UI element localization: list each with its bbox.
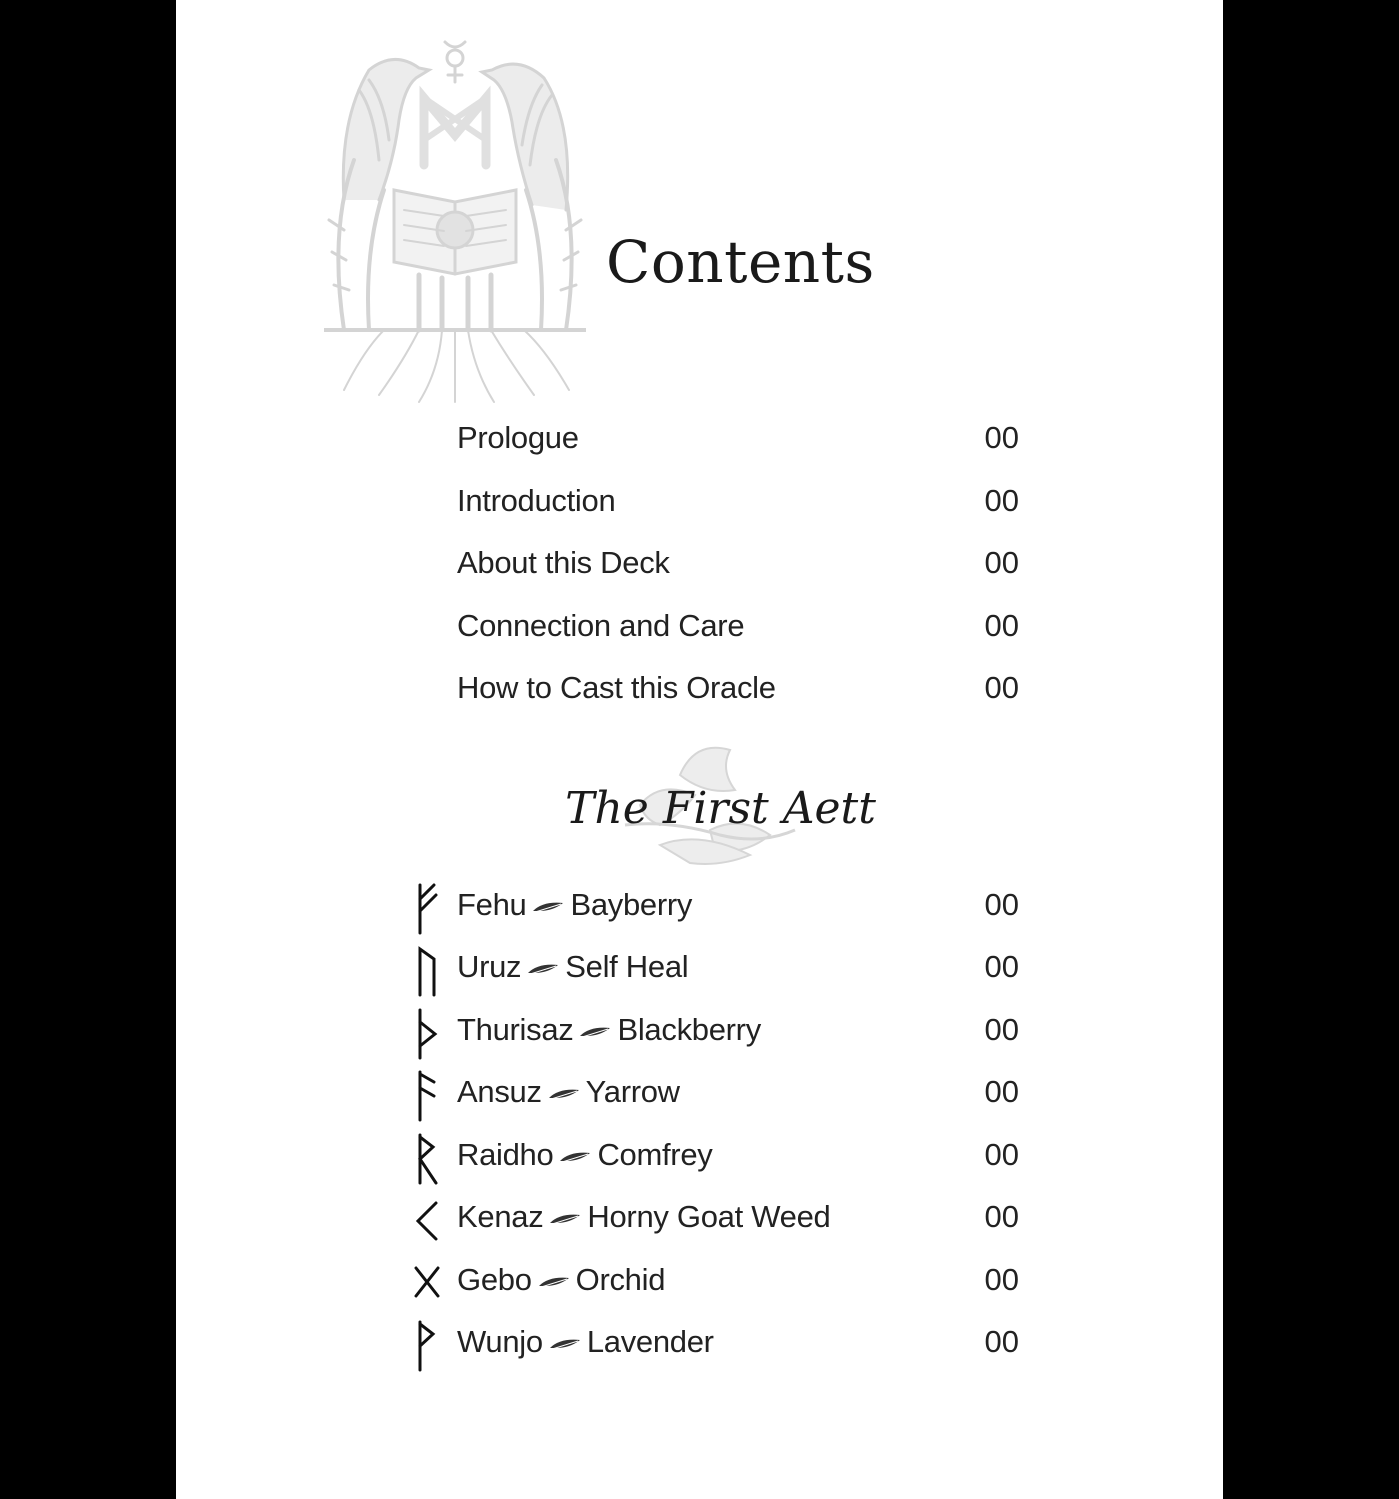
rune-name: Kenaz [457,1199,544,1234]
feather-icon [558,1147,592,1167]
rune-name: Gebo [457,1262,532,1297]
rune-entry-label [457,1137,712,1173]
toc-entry[interactable] [457,670,1019,716]
rune-entry-label [457,887,692,923]
feather-icon [531,897,565,917]
rune-entry-label [457,1199,830,1235]
rune-entry-page: 00 [984,1324,1019,1359]
herb-name: Lavender [586,1324,714,1359]
rune-entry-label [457,949,688,985]
page-title: Contents [606,228,875,296]
rune-entry-label [457,1012,761,1048]
rune-entry-page: 00 [984,1199,1019,1234]
rune-name: Thurisaz [457,1012,574,1047]
toc-entry-page: 00 [984,483,1019,518]
toc-entry[interactable] [457,608,1019,654]
uruz-rune-icon [410,943,444,999]
rune-entry-label [457,1262,665,1298]
toc-entry-label: Connection and Care [457,608,745,643]
toc-entry-label: Prologue [457,420,579,455]
herb-name: Horny Goat Weed [587,1199,831,1234]
rune-name: Uruz [457,949,522,984]
herb-name: Orchid [575,1262,666,1297]
feather-icon [548,1209,582,1229]
rune-entry[interactable] [410,949,1019,1001]
herb-name: Self Heal [565,949,689,984]
rune-entry[interactable] [410,887,1019,939]
ansuz-rune-icon [410,1068,444,1124]
wunjo-rune-icon [410,1318,444,1374]
rune-entry[interactable] [410,1137,1019,1189]
rune-entry[interactable] [410,1012,1019,1064]
toc-entry-page: 00 [984,670,1019,705]
toc-entry-label: Introduction [457,483,616,518]
herb-name: Comfrey [597,1137,713,1172]
rune-name: Raidho [457,1137,554,1172]
rune-name: Ansuz [457,1074,542,1109]
toc-entry-label: About this Deck [457,545,670,580]
toc-entry[interactable] [457,483,1019,529]
feather-icon [526,959,560,979]
feather-icon [578,1022,612,1042]
toc-entry-label: How to Cast this Oracle [457,670,776,705]
herb-name: Bayberry [570,887,693,922]
rune-entry-label [457,1324,714,1360]
rune-entry[interactable] [410,1199,1019,1251]
feather-icon [548,1334,582,1354]
toc-entry-page: 00 [984,420,1019,455]
kenaz-rune-icon [410,1193,444,1249]
rune-entry-page: 00 [984,949,1019,984]
rune-name: Wunjo [457,1324,543,1359]
toc-entry-page: 00 [984,545,1019,580]
rune-name: Fehu [457,887,527,922]
feather-icon [537,1272,571,1292]
rune-entry-page: 00 [984,1012,1019,1047]
section-title: The First Aett [565,783,876,834]
ravens-book-emblem-icon [324,30,586,405]
fehu-rune-icon [410,881,444,937]
gebo-rune-icon [410,1256,444,1312]
herb-name: Yarrow [585,1074,680,1109]
rune-entry-page: 00 [984,1074,1019,1109]
rune-entry[interactable] [410,1074,1019,1126]
rune-entry-page: 00 [984,1262,1019,1297]
rune-entry-page: 00 [984,1137,1019,1172]
toc-entry[interactable] [457,420,1019,466]
herb-name: Blackberry [617,1012,761,1047]
rune-entry-label [457,1074,680,1110]
thurisaz-rune-icon [410,1006,444,1062]
rune-entry[interactable] [410,1262,1019,1314]
feather-icon [547,1084,581,1104]
rune-entry[interactable] [410,1324,1019,1376]
toc-entry-page: 00 [984,608,1019,643]
rune-entry-page: 00 [984,887,1019,922]
toc-entry[interactable] [457,545,1019,591]
raidho-rune-icon [410,1131,444,1187]
